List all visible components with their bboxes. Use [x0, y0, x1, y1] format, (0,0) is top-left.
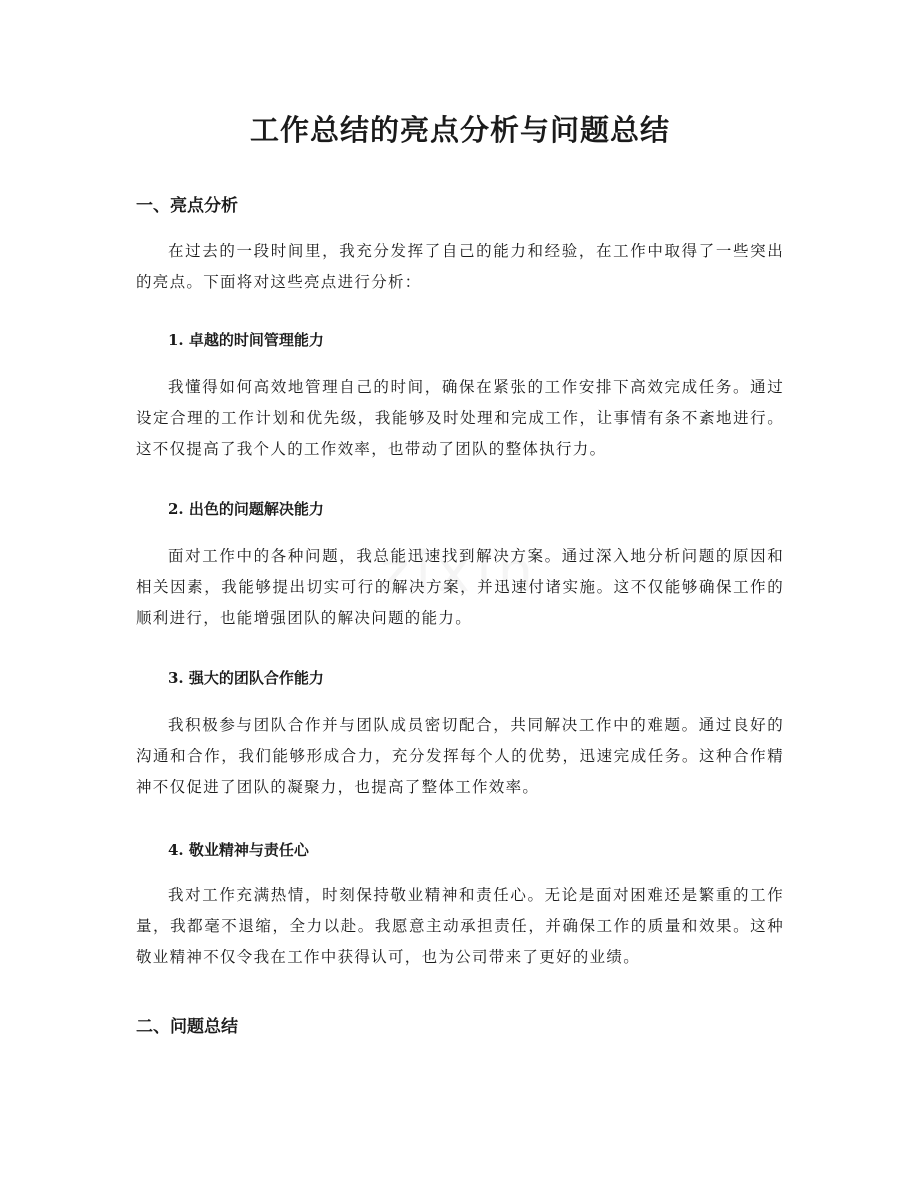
intro-paragraph: 在过去的一段时间里，我充分发挥了自己的能力和经验，在工作中取得了一些突出的亮点。下面将对这些亮点进行分析：: [136, 242, 784, 291]
item-heading-2: 2. 出色的问题解决能力: [168, 500, 324, 518]
item-body-3: 我积极参与团队合作并与团队成员密切配合，共同解决工作中的难题。通过良好的沟通和合作，我们能够形成合力，充分发挥每个人的优势，迅速完成任务。这种合作精神不仅促进了团队的凝聚力，也提高了整体工作效率。: [136, 716, 784, 796]
item-body-4: 我对工作充满热情，时刻保持敬业精神和责任心。无论是面对困难还是繁重的工作量，我都毫不退缩，全力以赴。我愿意主动承担责任，并确保工作的质量和效果。这种敬业精神不仅令我在工作中获得认可，也为公司带来了更好的业绩。: [136, 886, 784, 966]
watermark: zixin: [380, 540, 540, 605]
section-heading-problems: 二、问题总结: [136, 1017, 238, 1037]
section-heading-highlights: 一、亮点分析: [136, 196, 238, 216]
item-body-2: 面对工作中的各种问题，我总能迅速找到解决方案。通过深入地分析问题的原因和相关因素，我能够提出切实可行的解决方案，并迅速付诸实施。这不仅能够确保工作的顺利进行，也能增强团队的解决问题的能力。: [136, 547, 784, 627]
item-body-1: 我懂得如何高效地管理自己的时间，确保在紧张的工作安排下高效完成任务。通过设定合理的工作计划和优先级，我能够及时处理和完成工作，让事情有条不紊地进行。这不仅提高了我个人的工作效率，也带动了团队的整体执行力。: [136, 378, 784, 458]
item-heading-4: 4. 敬业精神与责任心: [168, 841, 309, 859]
page-title: 工作总结的亮点分析与问题总结: [249, 113, 670, 147]
item-heading-3: 3. 强大的团队合作能力: [168, 669, 324, 687]
item-heading-1: 1. 卓越的时间管理能力: [168, 331, 324, 349]
